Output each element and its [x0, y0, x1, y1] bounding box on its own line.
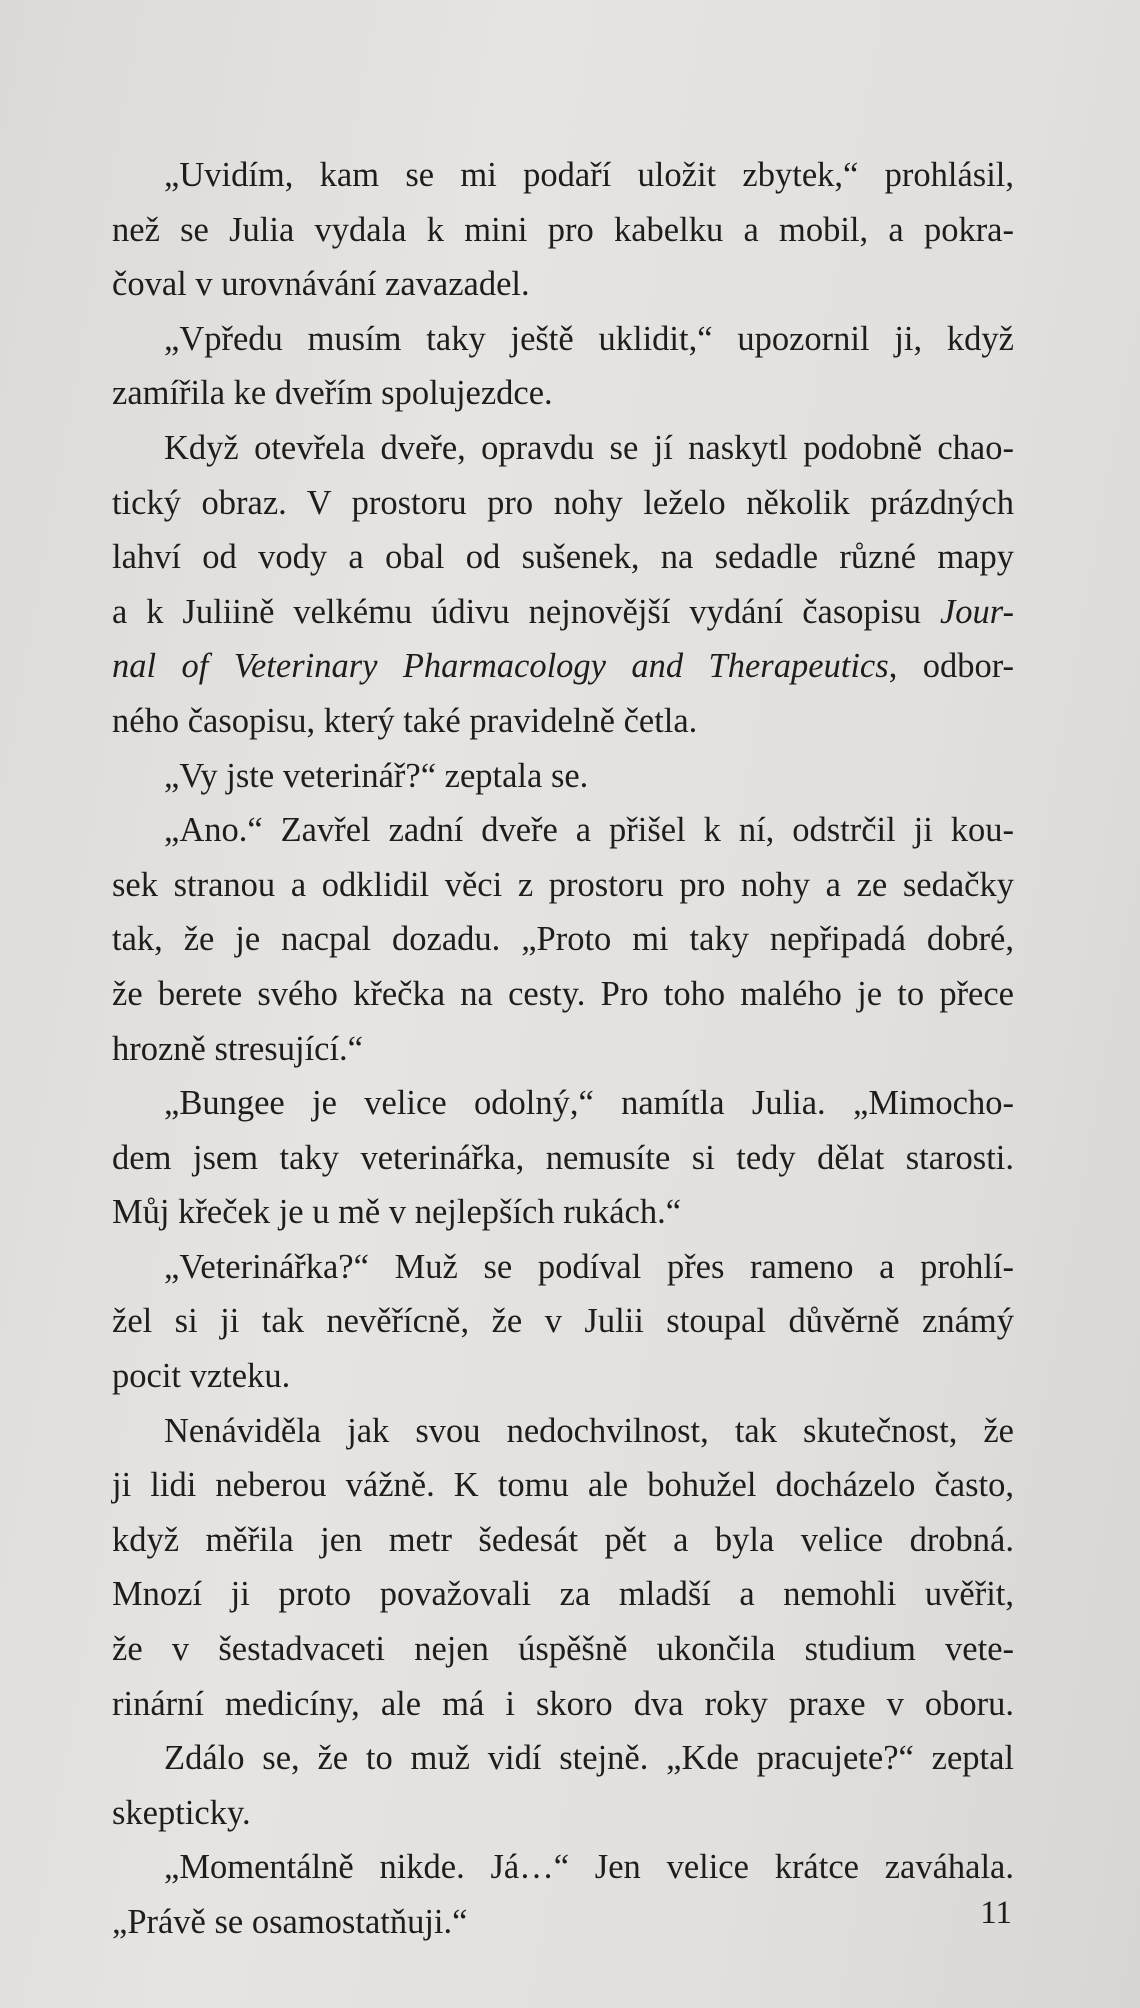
text-line: Můj křeček je u mě v nejlepších rukách.“ [112, 1193, 682, 1232]
text-line: „Veterinářka?“ Muž se podíval přes rameno a prohlí- [164, 1247, 1014, 1286]
text-line: čoval v urovnávání zavazadel. [112, 265, 530, 304]
text-line: žel si ji tak nevěřícně, že v Julii stoupal důvěrně známý [112, 1302, 1014, 1341]
text-line: lahví od vody a obal od sušenek, na sedadle různé mapy [112, 538, 1014, 577]
journal-title-part: nal of Veterinary Pharmacology and Therapeutics [112, 647, 889, 686]
text-line: ji lidi neberou vážně. K tomu ale bohužel docházelo často, [112, 1466, 1014, 1505]
text-line: Mnozí ji proto považovali za mladší a nemohli uvěřit, [112, 1575, 1014, 1614]
text-line: „Vy jste veterinář?“ zeptala se. [164, 756, 589, 795]
text-line: „Vpředu musím taky ještě uklidit,“ upozornil ji, když [164, 319, 1014, 358]
text-line: „Momentálně nikde. Já…“ Jen velice krátce zaváhala. [164, 1848, 1014, 1887]
text-line: sek stranou a odklidil věci z prostoru pro nohy a ze sedačky [112, 865, 1014, 904]
text-line: „Ano.“ Zavřel zadní dveře a přišel k ní, odstrčil ji kou- [164, 811, 1014, 850]
text-line: hrozně stresující.“ [112, 1029, 363, 1068]
text-line: že v šestadvaceti nejen úspěšně ukončila studium vete- [112, 1630, 1014, 1669]
text-line: že berete svého křečka na cesty. Pro toho malého je to přece [112, 974, 1014, 1013]
text-line: Nenáviděla jak svou nedochvilnost, tak skutečnost, že [164, 1411, 1014, 1450]
text-line: tak, že je nacpal dozadu. „Proto mi taky nepřipadá dobré, [112, 920, 1014, 959]
text-line: Zdálo se, že to muž vidí stejně. „Kde pracujete?“ zeptal [164, 1739, 1014, 1778]
text-line: tický obraz. V prostoru pro nohy leželo několik prázdných [112, 483, 1014, 522]
text-line: dem jsem taky veterinářka, nemusíte si tedy dělat starosti. [112, 1138, 1014, 1177]
text-line: když měřila jen metr šedesát pět a byla velice drobná. [112, 1520, 1014, 1559]
text-line: skepticky. [112, 1793, 251, 1832]
body-text [112, 148, 1014, 1950]
text-line: rinární medicíny, ale má i skoro dva roky praxe v oboru. [112, 1684, 1014, 1723]
journal-title-part: Jour- [939, 592, 1014, 631]
text-line: nal of Veterinary Pharmacology and Therapeutics, odbor- [112, 647, 1015, 686]
text-line: „Uvidím, kam se mi podaří uložit zbytek,“ prohlásil, [164, 156, 1014, 194]
text-line: Když otevřela dveře, opravdu se jí naskytl podobně chao- [164, 428, 1014, 467]
text-line: „Bungee je velice odolný,“ namítla Julia. „Mimocho- [164, 1084, 1014, 1123]
page-number: 11 [980, 1895, 1012, 1931]
text-line: ného časopisu, který také pravidelně četla. [112, 701, 698, 740]
text-line: pocit vzteku. [112, 1357, 291, 1396]
text-line: „Právě se osamostatňuji.“ [112, 1903, 468, 1941]
text-line: zamířila ke dveřím spolujezdce. [112, 374, 553, 413]
text-line: a k Juliině velkému údivu nejnovější vydání časopisu Jour- [112, 592, 1014, 631]
text-line: než se Julia vydala k mini pro kabelku a mobil, a pokra- [112, 210, 1014, 249]
